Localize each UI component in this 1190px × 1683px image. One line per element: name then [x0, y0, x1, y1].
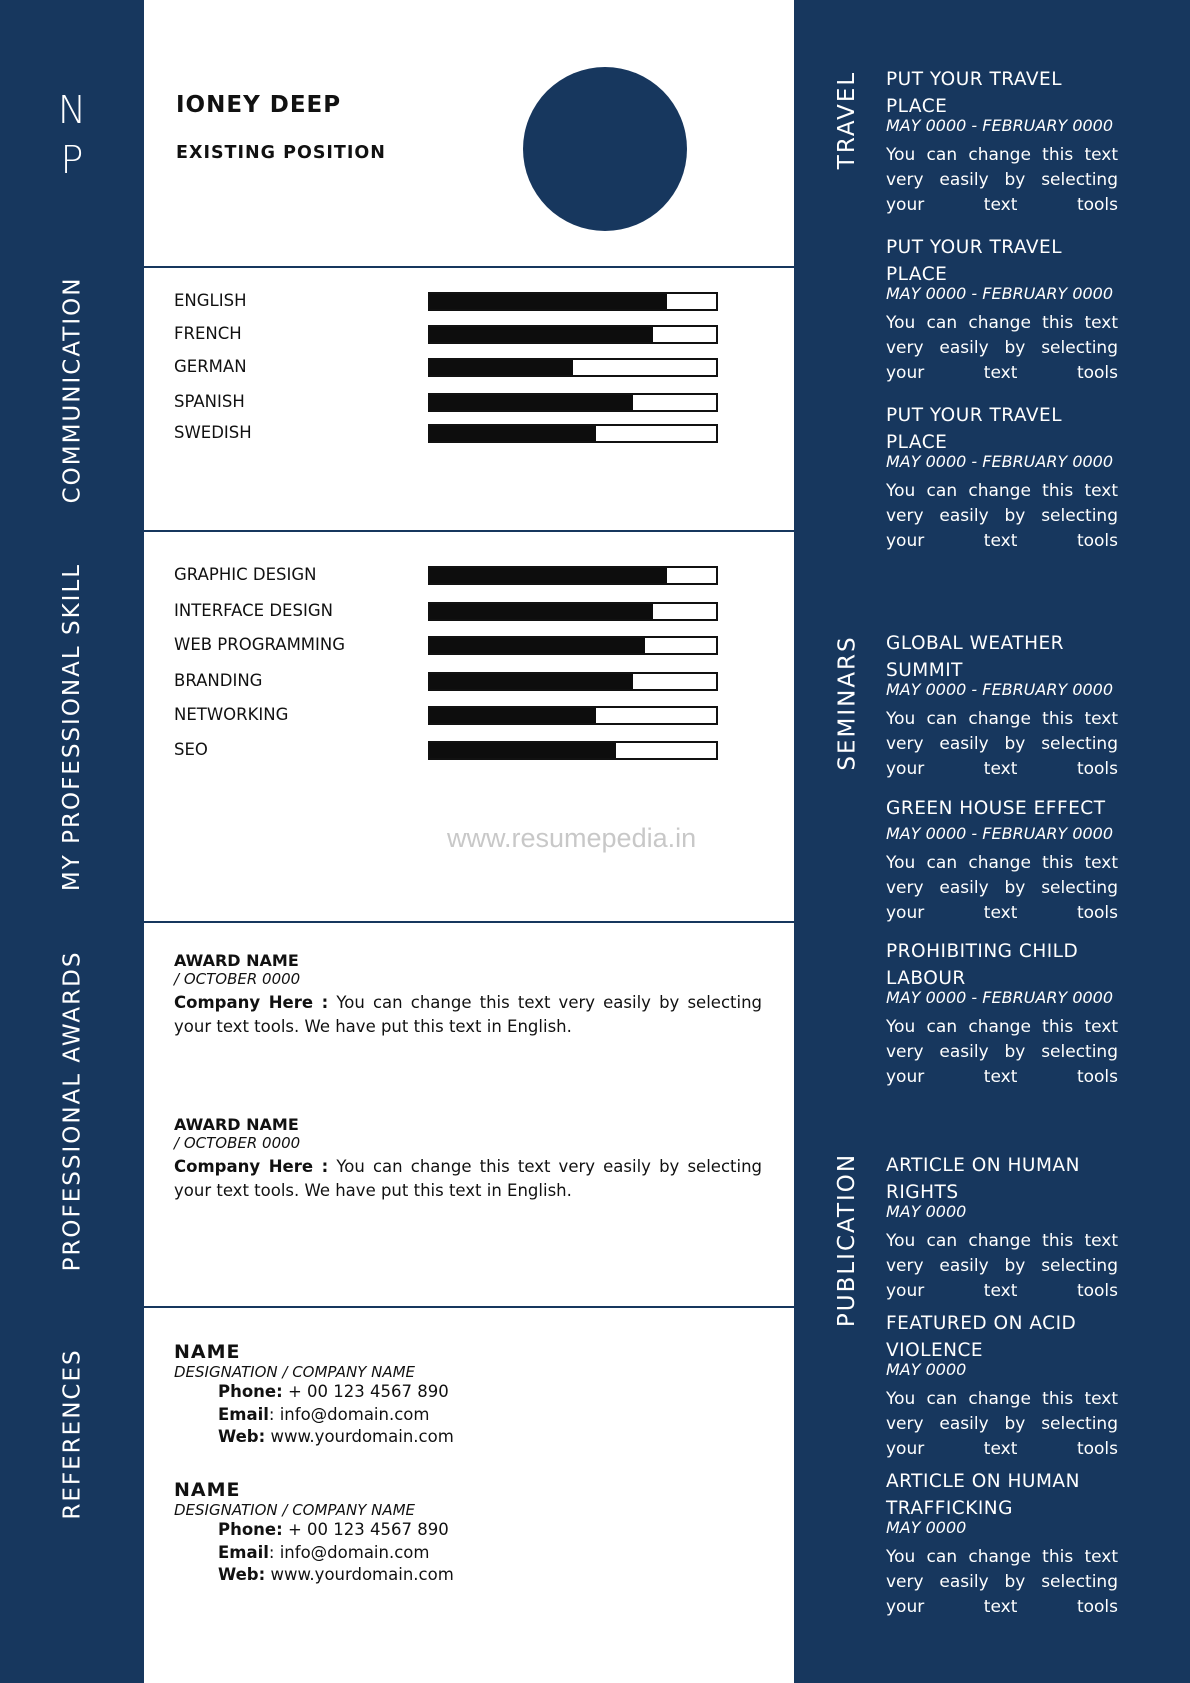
award-description	[174, 1155, 762, 1199]
entry-date: MAY 0000	[886, 1360, 967, 1379]
reference-phone	[174, 1519, 734, 1542]
email-label: Email	[218, 1404, 269, 1424]
web-value: www.yourdomain.com	[265, 1427, 454, 1446]
timeline-entry	[886, 795, 1118, 923]
timeline-entry	[886, 66, 1118, 215]
bar-label: FRENCH	[174, 324, 242, 343]
bar-label: SEO	[174, 740, 208, 759]
timeline-entry	[886, 1468, 1118, 1617]
progress-bar-fill	[430, 426, 596, 441]
entry-description: You can change this text very easily by selecting your text tools	[886, 853, 1118, 923]
progress-bar-track	[428, 325, 718, 344]
person-name: IONEY DEEP	[176, 92, 342, 118]
entry-title: FEATURED ON ACID VIOLENCE	[886, 1313, 1077, 1361]
label-seminars: SEMINARS	[834, 635, 861, 771]
right-sidebar	[794, 0, 1190, 1683]
entry-description: You can change this text very easily by selecting your text tools	[886, 709, 1118, 779]
reference-name: NAME	[174, 1341, 241, 1363]
award-name: AWARD NAME	[174, 951, 299, 970]
reference-email	[174, 1542, 734, 1565]
bar-label: SPANISH	[174, 392, 245, 411]
web-label: Web:	[218, 1427, 266, 1446]
bar-label: BRANDING	[174, 671, 263, 690]
progress-bar-fill	[430, 568, 667, 583]
left-sidebar	[0, 0, 144, 1683]
web-label: Web:	[218, 1565, 266, 1584]
progress-bar-fill	[430, 743, 616, 758]
email-value: : info@domain.com	[268, 1404, 430, 1424]
entry-description-clip	[886, 311, 1118, 383]
entry-description: You can change this text very easily by selecting your text tools	[886, 313, 1118, 383]
entry-title: GLOBAL WEATHER SUMMIT	[886, 633, 1065, 681]
entry-description-clip	[886, 707, 1118, 779]
award-item	[174, 952, 762, 1035]
reference-phone	[174, 1381, 734, 1404]
reference-item	[174, 1479, 734, 1587]
entry-date: MAY 0000	[886, 1202, 967, 1221]
divider-header	[144, 266, 794, 268]
award-desc-text: You can change this text very easily by selecting your text tools. We have put this text in English.	[174, 1157, 762, 1200]
initial-second: P	[60, 138, 84, 182]
entry-date: MAY 0000 - FEBRUARY 0000	[886, 824, 1114, 843]
timeline-entry	[886, 630, 1118, 779]
bar-row	[174, 669, 714, 691]
reference-name: NAME	[174, 1479, 241, 1501]
watermark: www.resumepedia.in	[447, 823, 697, 853]
bar-label: INTERFACE DESIGN	[174, 601, 333, 620]
reference-email	[174, 1404, 734, 1427]
entry-description: You can change this text very easily by selecting your text tools	[886, 1017, 1118, 1087]
award-name: AWARD NAME	[174, 1115, 299, 1134]
bar-row	[174, 322, 714, 344]
award-description	[174, 991, 762, 1035]
reference-designation: DESIGNATION / COMPANY NAME	[174, 1501, 416, 1519]
entry-description: You can change this text very easily by selecting your text tools	[886, 1547, 1118, 1617]
bar-row	[174, 599, 714, 621]
timeline-entry	[886, 1310, 1118, 1459]
timeline-entry	[886, 938, 1118, 1087]
bar-row	[174, 355, 714, 377]
bar-label: WEB PROGRAMMING	[174, 635, 346, 654]
label-publication: PUBLICATION	[834, 1152, 861, 1328]
entry-date: MAY 0000	[886, 1518, 967, 1537]
bar-row	[174, 703, 714, 725]
entry-description: You can change this text very easily by selecting your text tools	[886, 481, 1118, 551]
progress-bar-track	[428, 741, 718, 760]
award-desc-text: You can change this text very easily by selecting your text tools. We have put this text in English.	[174, 993, 762, 1036]
entry-title: ARTICLE ON HUMAN TRAFFICKING	[886, 1471, 1080, 1519]
award-company: Company Here :	[174, 993, 329, 1012]
main-column	[144, 0, 794, 1683]
bar-row	[174, 421, 714, 443]
progress-bar-track	[428, 358, 718, 377]
bar-label: GERMAN	[174, 357, 247, 376]
divider-communication	[144, 530, 794, 532]
entry-date: MAY 0000 - FEBRUARY 0000	[886, 680, 1114, 699]
award-company: Company Here :	[174, 1157, 329, 1176]
entry-description-clip	[886, 143, 1118, 215]
reference-web	[174, 1426, 734, 1449]
award-date: / OCTOBER 0000	[174, 1134, 301, 1152]
entry-description-clip	[886, 851, 1118, 923]
divider-skills	[144, 921, 794, 923]
entry-description-clip	[886, 1015, 1118, 1087]
award-item	[174, 1116, 762, 1199]
entry-description: You can change this text very easily by selecting your text tools	[886, 145, 1118, 215]
timeline-entry	[886, 402, 1118, 551]
bar-row	[174, 738, 714, 760]
entry-description-clip	[886, 1545, 1118, 1617]
progress-bar-track	[428, 566, 718, 585]
progress-bar-track	[428, 292, 718, 311]
profile-photo-circle	[523, 67, 687, 231]
reference-item	[174, 1341, 734, 1449]
label-professional-awards: PROFESSIONAL AWARDS	[58, 950, 85, 1272]
progress-bar-fill	[430, 604, 653, 619]
entry-title: PUT YOUR TRAVEL PLACE	[886, 69, 1063, 117]
entry-date: MAY 0000 - FEBRUARY 0000	[886, 116, 1114, 135]
progress-bar-track	[428, 706, 718, 725]
label-travel: TRAVEL	[834, 70, 861, 170]
web-value: www.yourdomain.com	[265, 1565, 454, 1584]
progress-bar-fill	[430, 708, 596, 723]
initial-first: N	[57, 88, 87, 132]
progress-bar-fill	[430, 360, 573, 375]
bar-label: SWEDISH	[174, 423, 252, 442]
bar-row	[174, 390, 714, 412]
label-communication: COMMUNICATION	[58, 276, 85, 504]
entry-description: You can change this text very easily by selecting your text tools	[886, 1231, 1118, 1301]
progress-bar-fill	[430, 327, 653, 342]
bar-label: GRAPHIC DESIGN	[174, 565, 317, 584]
progress-bar-track	[428, 602, 718, 621]
bar-row	[174, 563, 714, 585]
progress-bar-track	[428, 672, 718, 691]
progress-bar-fill	[430, 674, 633, 689]
entry-description-clip	[886, 479, 1118, 551]
bar-row	[174, 633, 714, 655]
email-value: : info@domain.com	[268, 1542, 430, 1562]
award-date: / OCTOBER 0000	[174, 970, 301, 988]
bar-row	[174, 289, 714, 311]
entry-title: ARTICLE ON HUMAN RIGHTS	[886, 1155, 1080, 1203]
entry-title: GREEN HOUSE EFFECT	[886, 798, 1106, 819]
entry-date: MAY 0000 - FEBRUARY 0000	[886, 988, 1114, 1007]
entry-title: PROHIBITING CHILD LABOUR	[886, 941, 1079, 989]
progress-bar-fill	[430, 294, 667, 309]
reference-web	[174, 1564, 734, 1587]
phone-label: Phone:	[218, 1520, 283, 1539]
bar-label: ENGLISH	[174, 291, 247, 310]
progress-bar-fill	[430, 395, 633, 410]
reference-designation: DESIGNATION / COMPANY NAME	[174, 1363, 416, 1381]
bar-label: NETWORKING	[174, 705, 289, 724]
progress-bar-track	[428, 424, 718, 443]
phone-label: Phone:	[218, 1382, 283, 1401]
entry-description-clip	[886, 1229, 1118, 1301]
entry-date: MAY 0000 - FEBRUARY 0000	[886, 452, 1114, 471]
entry-date: MAY 0000 - FEBRUARY 0000	[886, 284, 1114, 303]
entry-description: You can change this text very easily by selecting your text tools	[886, 1389, 1118, 1459]
email-label: Email	[218, 1542, 269, 1562]
divider-awards	[144, 1306, 794, 1308]
timeline-entry	[886, 234, 1118, 383]
progress-bar-track	[428, 636, 718, 655]
progress-bar-fill	[430, 638, 645, 653]
progress-bar-track	[428, 393, 718, 412]
phone-value: + 00 123 4567 890	[282, 1382, 449, 1401]
entry-description-clip	[886, 1387, 1118, 1459]
entry-title: PUT YOUR TRAVEL PLACE	[886, 237, 1063, 285]
phone-value: + 00 123 4567 890	[282, 1520, 449, 1539]
label-references: REFERENCES	[59, 1348, 86, 1520]
person-position: EXISTING POSITION	[176, 143, 386, 163]
label-professional-skill: MY PROFESSIONAL SKILL	[59, 562, 86, 892]
timeline-entry	[886, 1152, 1118, 1301]
entry-title: PUT YOUR TRAVEL PLACE	[886, 405, 1063, 453]
